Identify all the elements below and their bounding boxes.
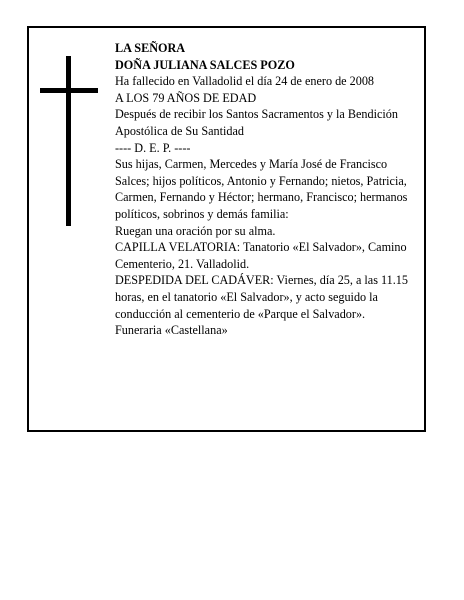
sacraments-line: Después de recibir los Santos Sacramentos y la Bendición Apostólica de Su Santidad xyxy=(115,107,398,138)
prayer-line: Ruegan una oración por su alma. xyxy=(115,223,276,238)
age-line: A LOS 79 AÑOS DE EDAD xyxy=(115,90,257,105)
farewell-paragraph: DESPEDIDA DEL CADÁVER: Viernes, día 25, a las 11.15 horas, en el tanatorio «El Salvador», y acto seguido la conducción al cementerio de «Parque el Salvador». xyxy=(115,273,408,321)
cross-vertical-bar xyxy=(66,56,71,226)
cross-icon xyxy=(40,56,98,226)
death-line: Ha fallecido en Valladolid el día 24 de enero de 2008 xyxy=(115,74,375,89)
obituary-notice xyxy=(27,26,426,432)
family-paragraph: Sus hijas, Carmen, Mercedes y María José de Francisco Salces; hijos políticos, Antonio y Fernando; nietos, Patricia, Carmen, Fernando y Héctor; hermano, Francisco; hermanos políticos, sobrinos y demás familia: xyxy=(115,157,408,221)
cross-horizontal-bar xyxy=(40,88,98,93)
rip-line: ---- D. E. P. ---- xyxy=(115,140,191,155)
funeral-home-line: Funeraria «Castellana» xyxy=(115,323,228,338)
chapel-paragraph: CAPILLA VELATORIA: Tanatorio «El Salvador», Camino Cementerio, 21. Valladolid. xyxy=(115,240,407,271)
notice-text xyxy=(115,40,421,339)
title-line: LA SEÑORA xyxy=(115,41,186,55)
deceased-name: DOÑA JULIANA SALCES POZO xyxy=(115,57,295,72)
